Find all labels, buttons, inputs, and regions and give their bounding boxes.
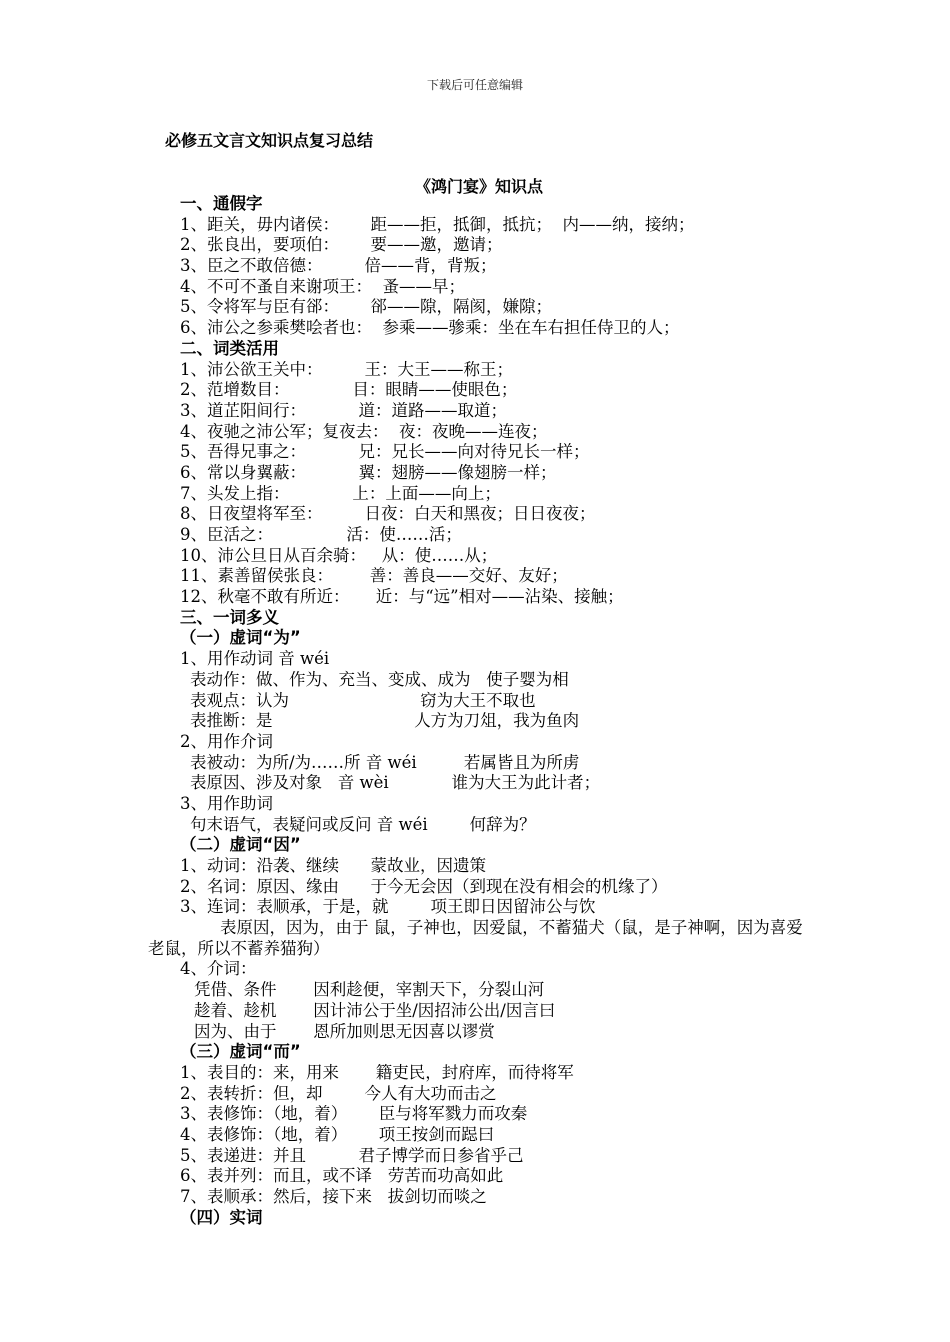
list-item: 凭借、条件 因利趁便，宰割天下，分裂山河 bbox=[194, 980, 545, 1000]
list-item: 2、张良出，要项伯： 要——邀，邀请； bbox=[180, 235, 503, 255]
list-item: 3、连词：表顺承，于是，就 项王即日因留沛公与饮 bbox=[180, 897, 596, 917]
heading-tongjiazi: 一、通假字 bbox=[180, 194, 263, 213]
list-item: 1、动词：沿袭、继续 蒙故业，因遗策 bbox=[180, 856, 486, 875]
list-item: 1、沛公欲王关中： 王：大王——称王； bbox=[180, 359, 513, 379]
subheading-wei: （一）虚词“为” bbox=[180, 628, 301, 648]
list-item: 5、吾得兄事之： 兄：兄长——向对待兄长一样； bbox=[180, 442, 590, 462]
list-item: 1、用作动词 音 wéi bbox=[180, 649, 330, 669]
list-item: 6、常以身翼蔽： 翼：翅膀——像翅膀一样； bbox=[180, 462, 557, 482]
list-item: 4、不可不蚤自来谢项王： 蚤——早； bbox=[180, 276, 465, 296]
document-body bbox=[148, 194, 808, 1228]
list-item: 5、令将军与臣有郤： 郤——隙，隔阂，嫌隙； bbox=[180, 297, 552, 317]
list-item-wrapped bbox=[148, 918, 808, 959]
list-item: 6、沛公之参乘樊哙者也： 参乘——骖乘：坐在车右担任侍卫的人； bbox=[180, 318, 680, 338]
list-item: 4、介词： bbox=[180, 959, 257, 979]
list-item: 10、沛公旦日从百余骑： 从：使……从； bbox=[180, 545, 498, 565]
list-item: 3、表修饰：（地，着） 臣与将军戮力而攻秦 bbox=[180, 1104, 528, 1124]
list-item: 4、夜驰之沛公军；复夜去： 夜：夜晚——连夜； bbox=[180, 421, 548, 441]
list-item: 句末语气，表疑问或反问 音 wéi 何辞为？ bbox=[190, 814, 536, 834]
section-title: 《鸿门宴》知识点 bbox=[415, 177, 544, 196]
list-item: 4、表修饰：（地，着） 项王按剑而跽曰 bbox=[180, 1124, 495, 1144]
list-item: 2、用作介词 bbox=[180, 731, 273, 751]
wrapped-text: 表原因，因为，由于 鼠，子神也，因爱鼠，不蓄猫犬（鼠，是子神啊，因为喜爱老鼠，所以不蓄养猫狗） bbox=[148, 918, 803, 958]
list-item: 9、臣活之： 活：使……活； bbox=[180, 525, 462, 544]
list-item: 表推断：是 人方为刀俎，我为鱼肉 bbox=[190, 711, 580, 731]
list-item: 7、表顺承：然后，接下来 拔剑切而啖之 bbox=[180, 1187, 487, 1207]
heading-yiciduoyi: 三、一词多义 bbox=[180, 607, 279, 627]
list-item: 11、素善留侯张良： 善：善良——交好、友好； bbox=[180, 566, 568, 586]
list-item: 3、臣之不敢倍德： 倍——背，背叛； bbox=[180, 256, 497, 276]
list-item: 表动作：做、作为、充当、变成、成为 使子婴为相 bbox=[190, 669, 569, 689]
document-title: 必修五文言文知识点复习总结 bbox=[165, 131, 374, 150]
list-item: 1、距关，毋内诸侯： 距——拒，抵御，抵抗； 内——纳，接纳； bbox=[180, 214, 695, 234]
list-item: 2、名词：原因、缘由 于今无会因（到现在没有相会的机缘了） bbox=[180, 876, 668, 896]
list-item: 2、范增数目： 目：眼睛——使眼色； bbox=[180, 380, 518, 400]
list-item: 8、日夜望将军至： 日夜：白天和黑夜；日日夜夜； bbox=[180, 504, 596, 524]
list-item: 3、道芷阳间行： 道：道路——取道； bbox=[180, 400, 507, 420]
list-item: 表原因、涉及对象 音 wèi 谁为大王为此计者； bbox=[190, 773, 601, 793]
page-header: 下载后可任意编辑 bbox=[426, 78, 523, 92]
list-item: 12、秋毫不敢有所近： 近：与“远”相对——沾染、接触； bbox=[180, 587, 624, 607]
list-item: 1、表目的：来，用来 籍吏民，封府库，而待将军 bbox=[180, 1062, 574, 1082]
list-item: 表观点：认为 窃为大王不取也 bbox=[190, 690, 536, 710]
heading-cileihuoyong: 二、词类活用 bbox=[180, 338, 279, 358]
list-item: 趁着、趁机 因计沛公于坐/因招沛公出/因言曰 bbox=[194, 1000, 556, 1020]
subheading-shici: （四）实词 bbox=[180, 1207, 263, 1227]
list-item: 2、表转折：但，却 今人有大功而击之 bbox=[180, 1083, 497, 1103]
list-item: 5、表递进：并且 君子博学而日参省乎己 bbox=[180, 1145, 524, 1165]
list-item: 6、表并列：而且，或不译 劳苦而功高如此 bbox=[180, 1166, 504, 1186]
subheading-yin: （二）虚词“因” bbox=[180, 835, 301, 855]
list-item: 因为、由于 恩所加则思无因喜以谬赏 bbox=[194, 1021, 495, 1041]
subheading-er: （三）虚词“而” bbox=[180, 1042, 301, 1062]
list-item: 3、用作助词 bbox=[180, 793, 273, 813]
list-item: 7、头发上指： 上：上面——向上； bbox=[180, 483, 501, 503]
list-item: 表被动：为所/为……所 音 wéi 若属皆且为所虏 bbox=[190, 752, 580, 772]
